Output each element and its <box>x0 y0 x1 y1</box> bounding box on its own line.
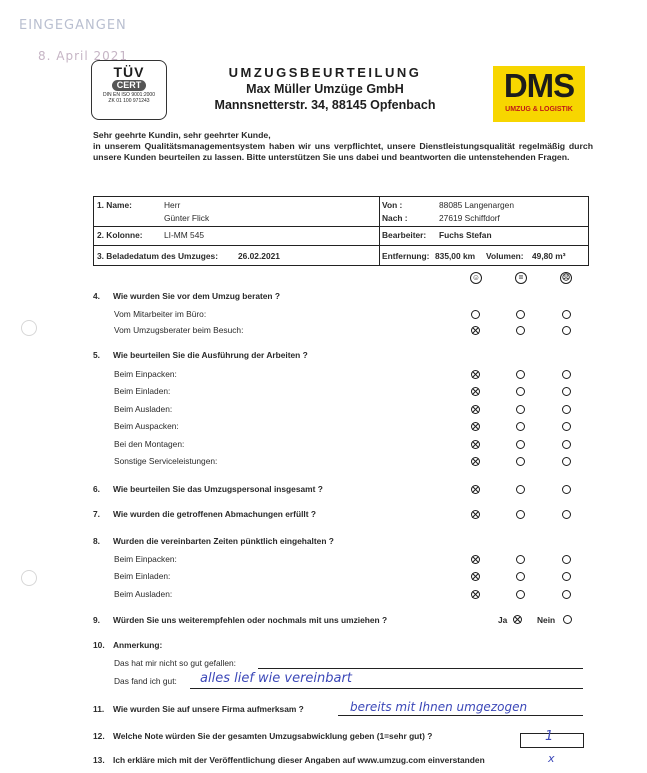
q4-number: 4. <box>93 291 100 301</box>
q10-number: 10. <box>93 640 105 650</box>
q8-item-label: Beim Einpacken: <box>114 554 177 564</box>
sad-face-icon: ☹ <box>561 273 571 282</box>
q5-item-1-rating-2-checkbox[interactable] <box>516 370 525 379</box>
q13-text: Ich erkläre mich mit der Veröffentlichung dieser Angaben auf www.umzug.com einverstanden <box>113 755 485 765</box>
nach-label: Nach : <box>382 213 408 223</box>
q13-answer[interactable]: x <box>548 752 555 765</box>
name-value: Günter Flick <box>164 213 210 223</box>
q5-text: Wie beurteilen Sie die Ausführung der Arbeiten ? <box>113 350 308 360</box>
q10-good-label: Das fand ich gut: <box>114 676 177 686</box>
q4-item-1-rating-3-checkbox[interactable] <box>562 310 571 319</box>
entfernung-label: Entfernung: <box>382 251 430 261</box>
q5-item-4-rating-3-checkbox[interactable] <box>562 422 571 431</box>
q5-item-3-rating-1-checkbox[interactable] <box>471 405 480 414</box>
q8-item-1-rating-1-checkbox[interactable] <box>471 555 480 564</box>
q9-text: Würden Sie uns weiterempfehlen oder nochmals mit uns umziehen ? <box>113 615 388 625</box>
q4-item-2-rating-1-checkbox[interactable] <box>471 326 480 335</box>
q9-nein-checkbox[interactable] <box>563 615 572 624</box>
cert-number-text: ZK 01 100 971243 <box>108 98 150 104</box>
q8-item-2-rating-1-checkbox[interactable] <box>471 572 480 581</box>
date-label: 3. Beladedatum des Umzuges: <box>97 251 219 261</box>
tuv-cert-logo <box>91 60 167 120</box>
q11-text: Wie wurden Sie auf unsere Firma aufmerksam ? <box>113 704 304 714</box>
q8-item-1-rating-2-checkbox[interactable] <box>516 555 525 564</box>
q7-rating-3-checkbox[interactable] <box>562 510 571 519</box>
neutral-face-icon: = <box>515 272 527 284</box>
q9-number: 9. <box>93 615 100 625</box>
q8-number: 8. <box>93 536 100 546</box>
q4-item-2-rating-2-checkbox[interactable] <box>516 326 525 335</box>
customer-info-box <box>93 196 589 266</box>
q8-item-3-rating-2-checkbox[interactable] <box>516 590 525 599</box>
q8-item-1-rating-3-checkbox[interactable] <box>562 555 571 564</box>
q5-item-label: Beim Auspacken: <box>114 421 179 431</box>
q8-item-label: Beim Ausladen: <box>114 589 173 599</box>
q13-number: 13. <box>93 755 105 765</box>
punch-hole-top <box>21 320 37 336</box>
von-label: Von : <box>382 200 403 210</box>
company-address: Mannsnetterstr. 34, 88145 Opfenbach <box>214 98 436 112</box>
q4-text: Wie wurden Sie vor dem Umzug beraten ? <box>113 291 280 301</box>
salutation-value: Herr <box>164 200 181 210</box>
q5-item-2-rating-1-checkbox[interactable] <box>471 387 480 396</box>
q5-item-label: Beim Einpacken: <box>114 369 177 379</box>
q7-number: 7. <box>93 509 100 519</box>
q4-item-1-rating-1-checkbox[interactable] <box>471 310 480 319</box>
q5-item-label: Bei den Montagen: <box>114 439 185 449</box>
q5-number: 5. <box>93 350 100 360</box>
q8-item-2-rating-3-checkbox[interactable] <box>562 572 571 581</box>
q5-item-2-rating-3-checkbox[interactable] <box>562 387 571 396</box>
q8-item-3-rating-1-checkbox[interactable] <box>471 590 480 599</box>
q5-item-5-rating-2-checkbox[interactable] <box>516 440 525 449</box>
q4-item-label: Vom Umzugsberater beim Besuch: <box>114 325 244 335</box>
q6-text: Wie beurteilen Sie das Umzugspersonal insgesamt ? <box>113 484 323 494</box>
q12-number: 12. <box>93 731 105 741</box>
q6-rating-3-checkbox[interactable] <box>562 485 571 494</box>
document-title: UMZUGSBEURTEILUNG <box>228 65 422 80</box>
q5-item-3-rating-2-checkbox[interactable] <box>516 405 525 414</box>
q5-item-5-rating-3-checkbox[interactable] <box>562 440 571 449</box>
q5-item-label: Beim Ausladen: <box>114 404 173 414</box>
date-value: 26.02.2021 <box>238 251 280 261</box>
q6-rating-1-checkbox[interactable] <box>471 485 480 494</box>
q7-rating-2-checkbox[interactable] <box>516 510 525 519</box>
q5-item-4-rating-1-checkbox[interactable] <box>471 422 480 431</box>
received-stamp: EINGEGANGEN <box>19 18 127 33</box>
q5-item-3-rating-3-checkbox[interactable] <box>562 405 571 414</box>
received-date-stamp: 8. April 2021 <box>38 49 129 63</box>
intro-text <box>93 130 593 164</box>
dms-logo <box>493 66 585 122</box>
nach-value: 27619 Schiffdorf <box>439 213 500 223</box>
q5-item-5-rating-1-checkbox[interactable] <box>471 440 480 449</box>
q8-item-3-rating-3-checkbox[interactable] <box>562 590 571 599</box>
name-label: 1. Name: <box>97 200 132 210</box>
q5-item-label: Sonstige Serviceleistungen: <box>114 456 218 466</box>
kolonne-label: 2. Kolonne: <box>97 230 143 240</box>
q5-item-2-rating-2-checkbox[interactable] <box>516 387 525 396</box>
q6-rating-2-checkbox[interactable] <box>516 485 525 494</box>
von-value: 88085 Langenargen <box>439 200 514 210</box>
cert-logo-text: CERT <box>112 80 147 91</box>
happy-face-icon: ☺ <box>471 273 481 282</box>
iso-norm-text: DIN EN ISO 9001:2000 <box>103 92 155 98</box>
q9-nein-label: Nein <box>537 615 556 625</box>
bearbeiter-value: Fuchs Stefan <box>439 230 492 240</box>
dms-logo-tagline: UMZUG & LOGISTIK <box>505 106 573 113</box>
q7-text: Wie wurden die getroffenen Abmachungen erfüllt ? <box>113 509 316 519</box>
q5-item-1-rating-3-checkbox[interactable] <box>562 370 571 379</box>
document-header <box>190 65 460 112</box>
intro-paragraph: in unserem Qualitätsmanagementsystem haben wir uns verpflichtet, unsere Dienstleistungsqualität regelmäßig durch unsere Kunden beurteilen zu lassen. Bitte unterstützen Sie uns dabei und beantworten die untenstehenden Fragen. <box>93 141 593 163</box>
q5-item-6-rating-2-checkbox[interactable] <box>516 457 525 466</box>
bearbeiter-label: Bearbeiter: <box>382 230 427 240</box>
q4-item-2-rating-3-checkbox[interactable] <box>562 326 571 335</box>
punch-hole-bottom <box>21 570 37 586</box>
q4-item-label: Vom Mitarbeiter im Büro: <box>114 309 207 319</box>
q11-answer[interactable]: bereits mit Ihnen umgezogen <box>350 700 528 714</box>
q5-item-4-rating-2-checkbox[interactable] <box>516 422 525 431</box>
q4-item-1-rating-2-checkbox[interactable] <box>516 310 525 319</box>
q9-ja-checkbox[interactable] <box>513 615 522 624</box>
q10-text: Anmerkung: <box>113 640 163 650</box>
dms-logo-name: DMS <box>503 67 575 104</box>
tuv-logo-text: TÜV <box>113 64 145 80</box>
volumen-label: Volumen: <box>486 251 524 261</box>
q10-bad-label: Das hat mir nicht so gut gefallen: <box>114 658 236 668</box>
q9-ja-label: Ja <box>498 615 508 625</box>
company-name: Max Müller Umzüge GmbH <box>246 82 404 96</box>
kolonne-value: LI-MM 545 <box>164 230 205 240</box>
q5-item-6-rating-3-checkbox[interactable] <box>562 457 571 466</box>
q10-bad-line <box>258 668 583 669</box>
q8-item-label: Beim Einladen: <box>114 571 171 581</box>
q10-good-answer[interactable]: alles lief wie vereinbart <box>200 671 352 686</box>
q5-item-1-rating-1-checkbox[interactable] <box>471 370 480 379</box>
q7-rating-1-checkbox[interactable] <box>471 510 480 519</box>
entfernung-value: 835,00 km <box>435 251 476 261</box>
volumen-value: 49,80 m³ <box>532 251 566 261</box>
greeting: Sehr geehrte Kundin, sehr geehrter Kunde, <box>93 130 271 140</box>
q12-text: Welche Note würden Sie der gesamten Umzugsabwicklung geben (1=sehr gut) ? <box>113 731 433 741</box>
q5-item-label: Beim Einladen: <box>114 386 171 396</box>
q5-item-6-rating-1-checkbox[interactable] <box>471 457 480 466</box>
q12-answer: 1 <box>545 729 554 744</box>
q8-item-2-rating-2-checkbox[interactable] <box>516 572 525 581</box>
q10-good-line <box>190 688 583 689</box>
q8-text: Wurden die vereinbarten Zeiten pünktlich eingehalten ? <box>113 536 334 546</box>
q6-number: 6. <box>93 484 100 494</box>
q11-number: 11. <box>93 704 105 714</box>
q11-line <box>338 715 583 716</box>
